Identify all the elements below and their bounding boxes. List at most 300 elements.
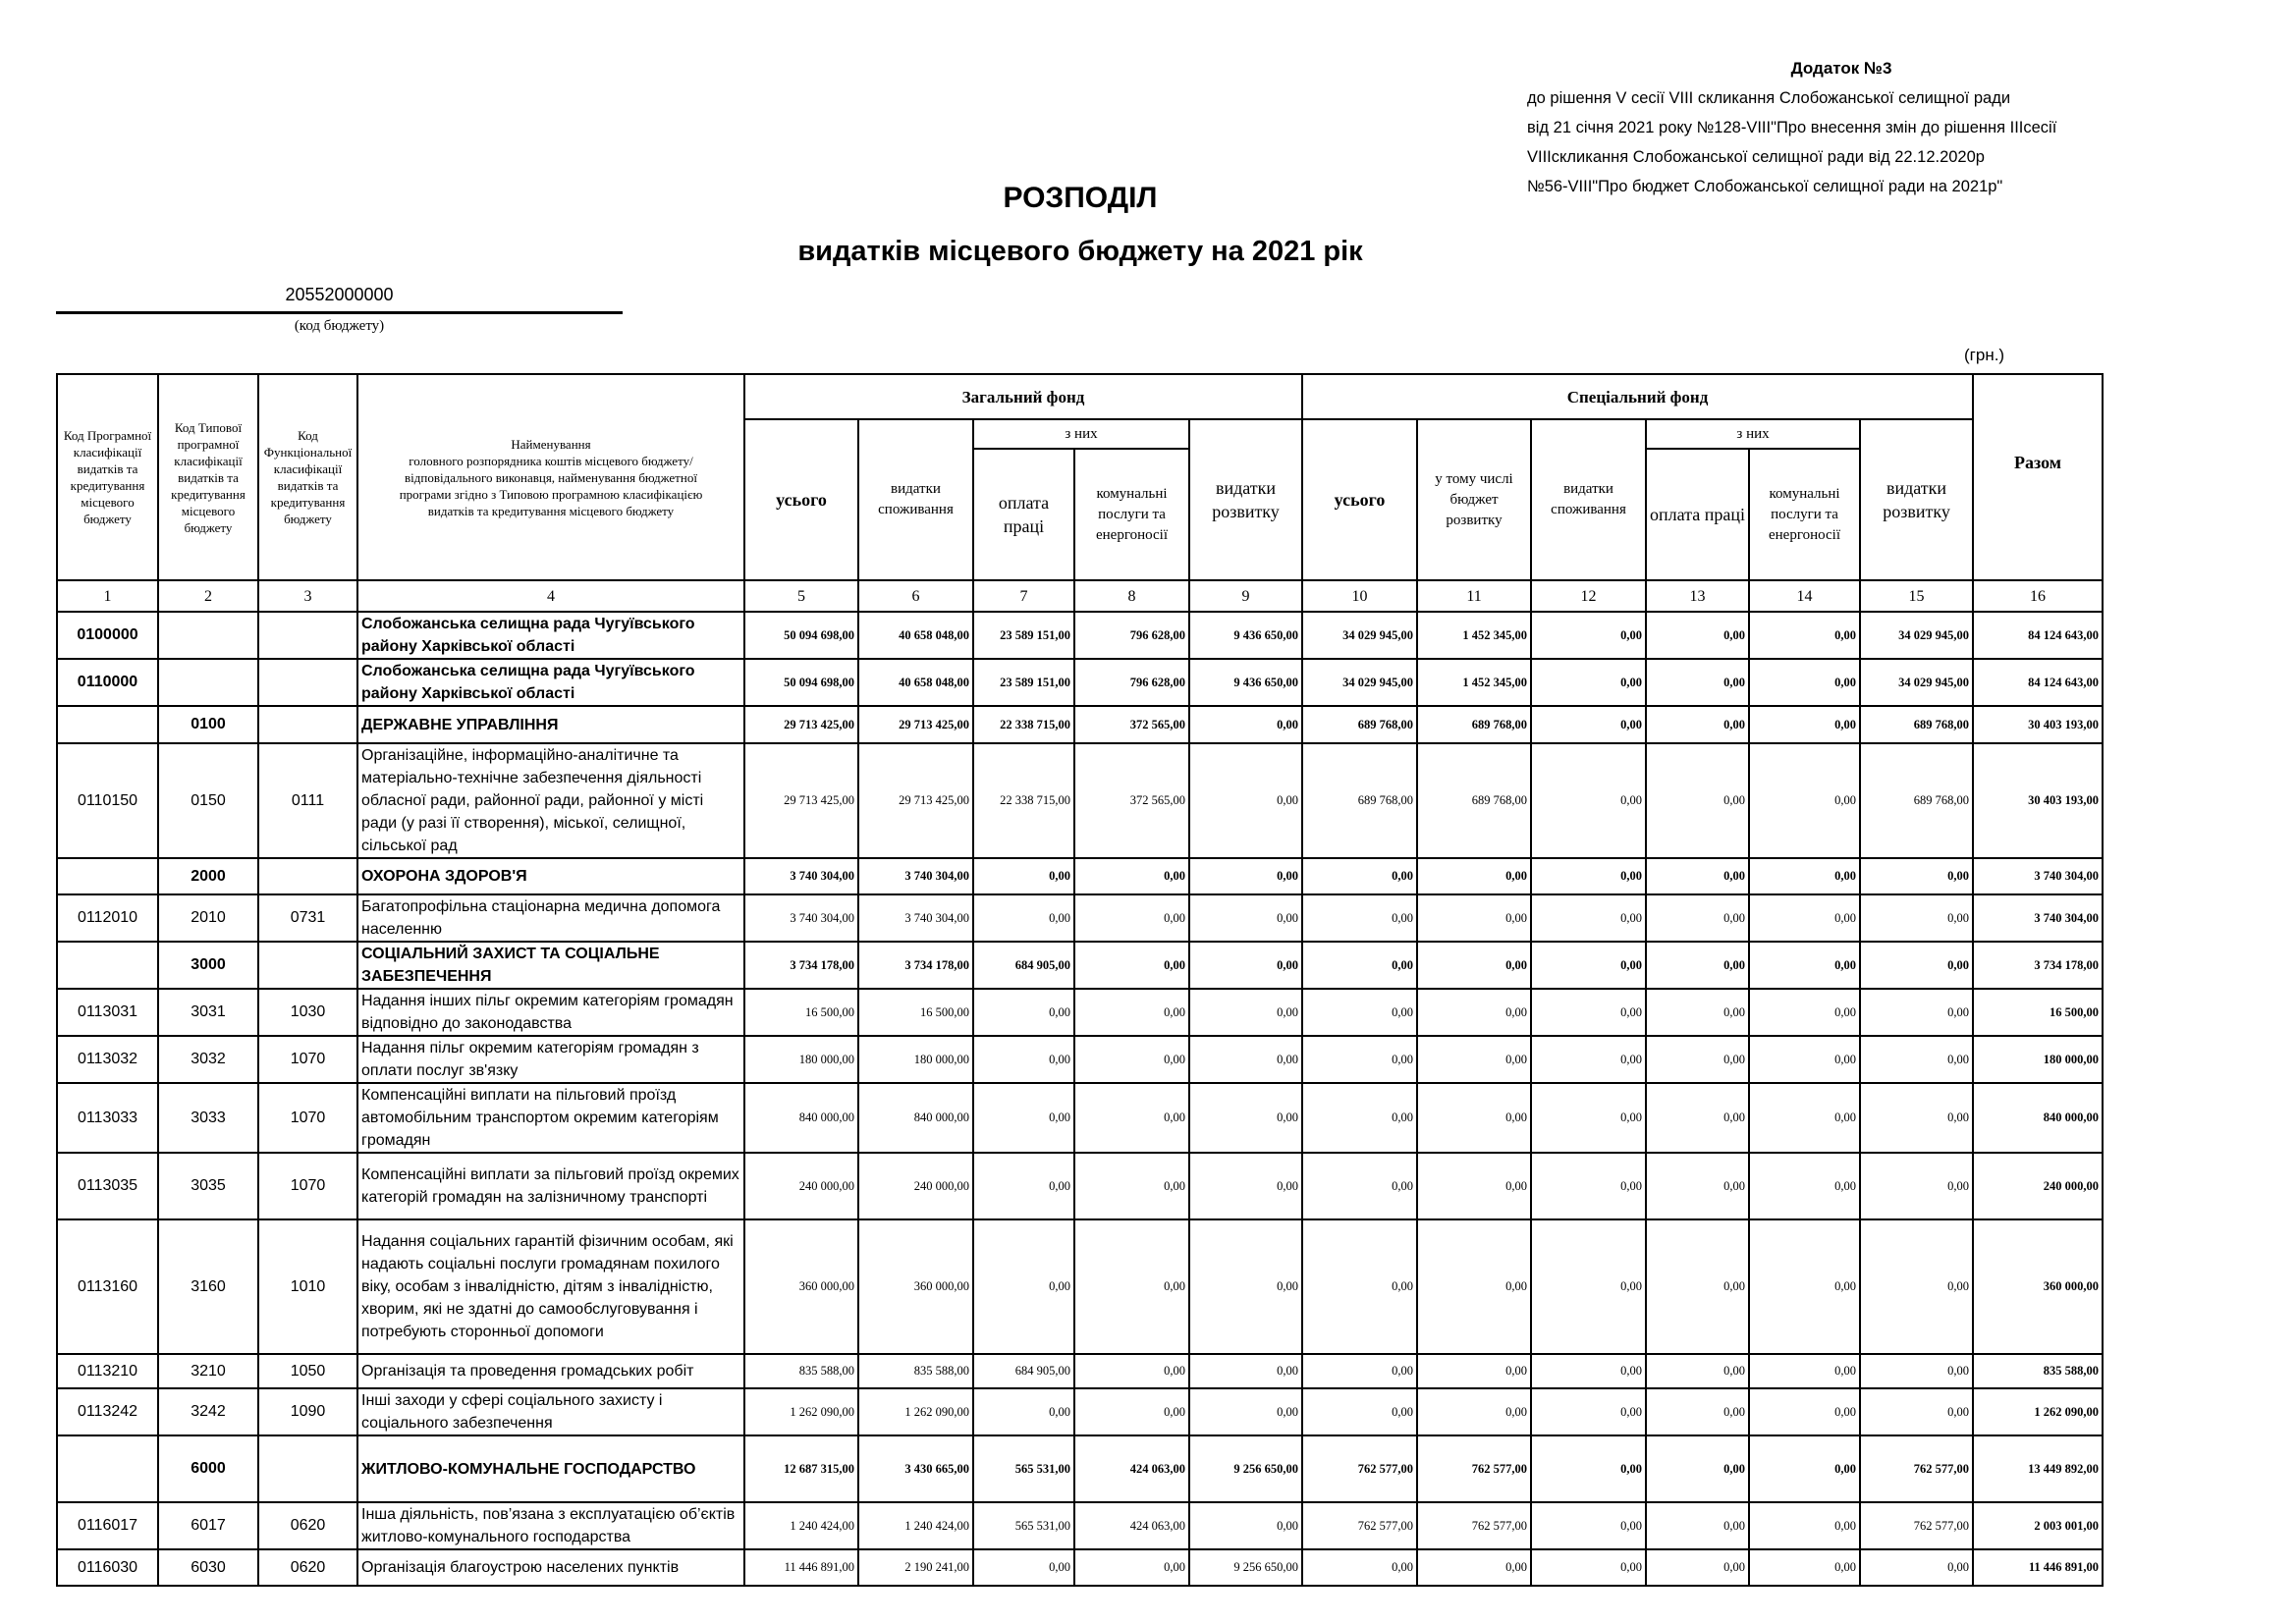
gf-utilities: 796 628,00 [1074, 659, 1189, 706]
typical-program-code: 3000 [158, 942, 258, 989]
sf-development: 762 577,00 [1860, 1502, 1973, 1549]
sf-total: 0,00 [1302, 858, 1417, 894]
functional-code [258, 858, 357, 894]
header-gf-wages: оплата праці [973, 449, 1074, 580]
table-row [57, 942, 2103, 989]
gf-development: 9 436 650,00 [1189, 612, 1302, 659]
program-name: ДЕРЖАВНЕ УПРАВЛІННЯ [357, 706, 744, 743]
gf-utilities: 372 565,00 [1074, 743, 1189, 858]
column-number: 14 [1749, 580, 1860, 612]
gf-total: 1 262 090,00 [744, 1388, 858, 1435]
header-typical-code: Код Типової програмної класифікації видатків та кредитування місцевого бюджету [158, 374, 258, 580]
gf-consumption: 40 658 048,00 [858, 612, 973, 659]
program-code [57, 1435, 158, 1502]
typical-program-code [158, 612, 258, 659]
column-number: 16 [1973, 580, 2103, 612]
functional-code: 0620 [258, 1549, 357, 1586]
functional-code: 1050 [258, 1354, 357, 1388]
gf-wages: 0,00 [973, 989, 1074, 1036]
program-code: 0116030 [57, 1549, 158, 1586]
program-name: Організація благоустрою населених пунктів [357, 1549, 744, 1586]
program-name: ОХОРОНА ЗДОРОВ'Я [357, 858, 744, 894]
sf-utilities: 0,00 [1749, 1219, 1860, 1354]
table-row [57, 894, 2103, 942]
gf-development: 0,00 [1189, 1388, 1302, 1435]
row-sum: 240 000,00 [1973, 1153, 2103, 1219]
gf-wages: 22 338 715,00 [973, 706, 1074, 743]
sf-consumption: 0,00 [1531, 894, 1646, 942]
table-row [57, 1502, 2103, 1549]
sf-development: 689 768,00 [1860, 706, 1973, 743]
gf-wages: 565 531,00 [973, 1502, 1074, 1549]
header-gf-consumption: видатки споживання [858, 419, 973, 580]
table-row [57, 659, 2103, 706]
header-sf-utilities: комунальні послуги та енергоносії [1749, 449, 1860, 580]
gf-utilities: 0,00 [1074, 1036, 1189, 1083]
sf-utilities: 0,00 [1749, 743, 1860, 858]
sf-wages: 0,00 [1646, 612, 1749, 659]
sf-wages: 0,00 [1646, 706, 1749, 743]
table-row [57, 743, 2103, 858]
typical-program-code: 6030 [158, 1549, 258, 1586]
column-number: 7 [973, 580, 1074, 612]
header-sf-consumption: видатки споживання [1531, 419, 1646, 580]
gf-consumption: 840 000,00 [858, 1083, 973, 1153]
program-code: 0116017 [57, 1502, 158, 1549]
gf-utilities: 796 628,00 [1074, 612, 1189, 659]
sf-development: 0,00 [1860, 1388, 1973, 1435]
sf-consumption: 0,00 [1531, 1502, 1646, 1549]
sf-wages: 0,00 [1646, 894, 1749, 942]
sf-incl-dev-budget: 0,00 [1417, 1219, 1531, 1354]
sf-utilities: 0,00 [1749, 1153, 1860, 1219]
gf-wages: 565 531,00 [973, 1435, 1074, 1502]
sf-incl-dev-budget: 1 452 345,00 [1417, 612, 1531, 659]
functional-code [258, 942, 357, 989]
sf-development: 0,00 [1860, 1036, 1973, 1083]
row-sum: 180 000,00 [1973, 1036, 2103, 1083]
sf-utilities: 0,00 [1749, 1435, 1860, 1502]
program-name: Компенсаційні виплати на пільговий проїзд автомобільним транспортом окремим категоріям громадян [357, 1083, 744, 1153]
program-code: 0100000 [57, 612, 158, 659]
sf-consumption: 0,00 [1531, 743, 1646, 858]
gf-consumption: 29 713 425,00 [858, 743, 973, 858]
document-title: РОЗПОДІЛ [1003, 182, 1158, 214]
gf-utilities: 0,00 [1074, 1388, 1189, 1435]
program-name: Слобожанська селищна рада Чугуївського району Харківської області [357, 612, 744, 659]
gf-consumption: 1 240 424,00 [858, 1502, 973, 1549]
sf-development: 0,00 [1860, 1153, 1973, 1219]
gf-consumption: 835 588,00 [858, 1354, 973, 1388]
gf-utilities: 0,00 [1074, 1549, 1189, 1586]
sf-consumption: 0,00 [1531, 1036, 1646, 1083]
sf-incl-dev-budget: 0,00 [1417, 894, 1531, 942]
gf-wages: 0,00 [973, 858, 1074, 894]
column-number: 15 [1860, 580, 1973, 612]
row-sum: 84 124 643,00 [1973, 659, 2103, 706]
sf-incl-dev-budget: 689 768,00 [1417, 743, 1531, 858]
header-functional-code: Код Функціональної класифікації видатків та кредитування бюджету [258, 374, 357, 580]
header-name-text: головного розпорядника коштів місцевого бюджету/ відповідального виконавця, найменування бюджетної програми згідно з Типовою програмною класифікацією видатків та кредитування місцевого бюджету [399, 453, 703, 518]
functional-code [258, 706, 357, 743]
sf-development: 0,00 [1860, 894, 1973, 942]
sf-development: 34 029 945,00 [1860, 659, 1973, 706]
gf-total: 360 000,00 [744, 1219, 858, 1354]
gf-development: 0,00 [1189, 1036, 1302, 1083]
row-sum: 84 124 643,00 [1973, 612, 2103, 659]
functional-code [258, 1435, 357, 1502]
table-row [57, 1083, 2103, 1153]
program-code: 0113210 [57, 1354, 158, 1388]
gf-consumption: 3 740 304,00 [858, 858, 973, 894]
program-code [57, 706, 158, 743]
sf-incl-dev-budget: 762 577,00 [1417, 1502, 1531, 1549]
program-name: ЖИТЛОВО-КОМУНАЛЬНЕ ГОСПОДАРСТВО [357, 1435, 744, 1502]
typical-program-code: 3160 [158, 1219, 258, 1354]
gf-development: 0,00 [1189, 1083, 1302, 1153]
sf-consumption: 0,00 [1531, 612, 1646, 659]
sf-incl-dev-budget: 0,00 [1417, 1388, 1531, 1435]
program-name: Багатопрофільна стаціонарна медична допомога населенню [357, 894, 744, 942]
header-special-fund: Спеціальний фонд [1302, 374, 1973, 419]
gf-consumption: 16 500,00 [858, 989, 973, 1036]
gf-total: 12 687 315,00 [744, 1435, 858, 1502]
sf-development: 0,00 [1860, 1083, 1973, 1153]
sf-consumption: 0,00 [1531, 1435, 1646, 1502]
gf-development: 0,00 [1189, 1219, 1302, 1354]
table-row [57, 1153, 2103, 1219]
sf-development: 0,00 [1860, 942, 1973, 989]
gf-development: 0,00 [1189, 942, 1302, 989]
sf-consumption: 0,00 [1531, 942, 1646, 989]
sf-total: 689 768,00 [1302, 706, 1417, 743]
column-numbers-row [57, 580, 2103, 612]
row-sum: 11 446 891,00 [1973, 1549, 2103, 1586]
sf-total: 0,00 [1302, 1354, 1417, 1388]
header-name [357, 374, 744, 580]
sf-total: 0,00 [1302, 942, 1417, 989]
gf-consumption: 40 658 048,00 [858, 659, 973, 706]
gf-wages: 0,00 [973, 1549, 1074, 1586]
typical-program-code: 0100 [158, 706, 258, 743]
gf-development: 0,00 [1189, 706, 1302, 743]
gf-consumption: 1 262 090,00 [858, 1388, 973, 1435]
sf-development: 0,00 [1860, 1354, 1973, 1388]
sf-utilities: 0,00 [1749, 942, 1860, 989]
program-code: 0113033 [57, 1083, 158, 1153]
gf-utilities: 0,00 [1074, 1153, 1189, 1219]
header-name-title: Найменування [511, 436, 591, 452]
gf-wages: 0,00 [973, 1219, 1074, 1354]
functional-code [258, 659, 357, 706]
typical-program-code: 3033 [158, 1083, 258, 1153]
sf-utilities: 0,00 [1749, 894, 1860, 942]
sf-consumption: 0,00 [1531, 1354, 1646, 1388]
annex-block [1527, 54, 2116, 201]
functional-code: 1070 [258, 1153, 357, 1219]
sf-wages: 0,00 [1646, 858, 1749, 894]
table-row [57, 1036, 2103, 1083]
typical-program-code: 3031 [158, 989, 258, 1036]
sf-wages: 0,00 [1646, 1388, 1749, 1435]
header-sf-total: усього [1302, 419, 1417, 580]
program-name: Надання інших пільг окремим категоріям громадян відповідно до законодавства [357, 989, 744, 1036]
annex-line: до рішення V сесії VIII скликання Слобожанської селищної ради [1527, 89, 2011, 107]
sf-utilities: 0,00 [1749, 612, 1860, 659]
gf-development: 0,00 [1189, 894, 1302, 942]
annex-line: VIIIскликання Слобожанської селищної ради від 22.12.2020р [1527, 148, 1985, 166]
table-row [57, 1435, 2103, 1502]
sf-development: 0,00 [1860, 1549, 1973, 1586]
gf-consumption: 2 190 241,00 [858, 1549, 973, 1586]
gf-wages: 22 338 715,00 [973, 743, 1074, 858]
sf-development: 0,00 [1860, 858, 1973, 894]
sf-consumption: 0,00 [1531, 1083, 1646, 1153]
program-name: Організаційне, інформаційно-аналітичне та матеріально-технічне забезпечення діяльності обласної ради, районної ради, районної у місті ради (у разі її створення), міської, селищної, сільської рад [357, 743, 744, 858]
sf-consumption: 0,00 [1531, 1549, 1646, 1586]
sf-total: 0,00 [1302, 1036, 1417, 1083]
header-general-fund: Загальний фонд [744, 374, 1302, 419]
functional-code: 0731 [258, 894, 357, 942]
gf-wages: 684 905,00 [973, 942, 1074, 989]
sf-utilities: 0,00 [1749, 659, 1860, 706]
program-code: 0113032 [57, 1036, 158, 1083]
column-number: 1 [57, 580, 158, 612]
header-sf-wages: оплата праці [1646, 449, 1749, 580]
row-sum: 13 449 892,00 [1973, 1435, 2103, 1502]
program-code: 0113035 [57, 1153, 158, 1219]
sf-wages: 0,00 [1646, 1354, 1749, 1388]
program-code: 0110150 [57, 743, 158, 858]
header-sum: Разом [1973, 374, 2103, 580]
functional-code: 1010 [258, 1219, 357, 1354]
sf-wages: 0,00 [1646, 659, 1749, 706]
sf-wages: 0,00 [1646, 989, 1749, 1036]
functional-code: 1030 [258, 989, 357, 1036]
sf-development: 689 768,00 [1860, 743, 1973, 858]
program-name: Організація та проведення громадських робіт [357, 1354, 744, 1388]
sf-development: 0,00 [1860, 989, 1973, 1036]
header-gf-utilities: комунальні послуги та енергоносії [1074, 449, 1189, 580]
gf-development: 0,00 [1189, 1153, 1302, 1219]
gf-wages: 0,00 [973, 1083, 1074, 1153]
header-gf-total: усього [744, 419, 858, 580]
program-name: Надання пільг окремим категоріям громадян з оплати послуг зв'язку [357, 1036, 744, 1083]
sf-total: 0,00 [1302, 1219, 1417, 1354]
sf-incl-dev-budget: 0,00 [1417, 1354, 1531, 1388]
gf-consumption: 29 713 425,00 [858, 706, 973, 743]
budget-code: 20552000000 [285, 285, 394, 304]
sf-incl-dev-budget: 0,00 [1417, 1036, 1531, 1083]
gf-utilities: 424 063,00 [1074, 1502, 1189, 1549]
annex-line: №56-VIII"Про бюджет Слобожанської селищної ради на 2021р" [1527, 178, 2003, 195]
gf-development: 0,00 [1189, 1354, 1302, 1388]
program-name: Слобожанська селищна рада Чугуївського району Харківської області [357, 659, 744, 706]
sf-incl-dev-budget: 762 577,00 [1417, 1435, 1531, 1502]
table-row [57, 1219, 2103, 1354]
sf-total: 0,00 [1302, 1549, 1417, 1586]
sf-wages: 0,00 [1646, 1219, 1749, 1354]
functional-code: 1070 [258, 1036, 357, 1083]
gf-total: 11 446 891,00 [744, 1549, 858, 1586]
row-sum: 30 403 193,00 [1973, 706, 2103, 743]
budget-code-caption: (код бюджету) [294, 318, 385, 334]
row-sum: 360 000,00 [1973, 1219, 2103, 1354]
program-code [57, 942, 158, 989]
column-number: 2 [158, 580, 258, 612]
column-number: 10 [1302, 580, 1417, 612]
gf-utilities: 0,00 [1074, 989, 1189, 1036]
gf-utilities: 0,00 [1074, 1354, 1189, 1388]
sf-utilities: 0,00 [1749, 1354, 1860, 1388]
gf-total: 3 734 178,00 [744, 942, 858, 989]
document-subtitle: видатків місцевого бюджету на 2021 рік [797, 236, 1363, 267]
budget-code-underline [56, 311, 623, 314]
typical-program-code: 2010 [158, 894, 258, 942]
row-sum: 30 403 193,00 [1973, 743, 2103, 858]
currency-label: (грн.) [1964, 346, 2005, 364]
sf-total: 0,00 [1302, 989, 1417, 1036]
gf-development: 0,00 [1189, 743, 1302, 858]
gf-total: 835 588,00 [744, 1354, 858, 1388]
sf-development: 34 029 945,00 [1860, 612, 1973, 659]
sf-utilities: 0,00 [1749, 1549, 1860, 1586]
row-sum: 3 734 178,00 [1973, 942, 2103, 989]
annex-line: від 21 січня 2021 року №128-VIII"Про внесення змін до рішення IIIсесії [1527, 119, 2057, 136]
row-sum: 16 500,00 [1973, 989, 2103, 1036]
sf-consumption: 0,00 [1531, 1153, 1646, 1219]
gf-total: 29 713 425,00 [744, 706, 858, 743]
gf-total: 240 000,00 [744, 1153, 858, 1219]
sf-total: 0,00 [1302, 894, 1417, 942]
table-row [57, 989, 2103, 1036]
table-row [57, 612, 2103, 659]
expenditure-table [56, 373, 2104, 1587]
gf-wages: 0,00 [973, 894, 1074, 942]
sf-consumption: 0,00 [1531, 858, 1646, 894]
row-sum: 3 740 304,00 [1973, 894, 2103, 942]
program-code: 0112010 [57, 894, 158, 942]
sf-total: 34 029 945,00 [1302, 612, 1417, 659]
typical-program-code: 0150 [158, 743, 258, 858]
sf-utilities: 0,00 [1749, 989, 1860, 1036]
row-sum: 1 262 090,00 [1973, 1388, 2103, 1435]
typical-program-code [158, 659, 258, 706]
gf-wages: 0,00 [973, 1153, 1074, 1219]
sf-total: 0,00 [1302, 1083, 1417, 1153]
program-name: СОЦІАЛЬНИЙ ЗАХИСТ ТА СОЦІАЛЬНЕ ЗАБЕЗПЕЧЕННЯ [357, 942, 744, 989]
row-sum: 840 000,00 [1973, 1083, 2103, 1153]
sf-wages: 0,00 [1646, 1153, 1749, 1219]
sf-utilities: 0,00 [1749, 1502, 1860, 1549]
column-number: 9 [1189, 580, 1302, 612]
gf-consumption: 3 430 665,00 [858, 1435, 973, 1502]
sf-incl-dev-budget: 0,00 [1417, 1153, 1531, 1219]
gf-consumption: 3 740 304,00 [858, 894, 973, 942]
gf-utilities: 0,00 [1074, 894, 1189, 942]
gf-wages: 23 589 151,00 [973, 659, 1074, 706]
typical-program-code: 3032 [158, 1036, 258, 1083]
sf-incl-dev-budget: 0,00 [1417, 989, 1531, 1036]
table-body [57, 612, 2103, 1586]
header-sf-development: видатки розвитку [1860, 419, 1973, 580]
gf-consumption: 3 734 178,00 [858, 942, 973, 989]
functional-code: 1070 [258, 1083, 357, 1153]
gf-total: 50 094 698,00 [744, 612, 858, 659]
gf-total: 3 740 304,00 [744, 894, 858, 942]
gf-development: 9 256 650,00 [1189, 1549, 1302, 1586]
row-sum: 2 003 001,00 [1973, 1502, 2103, 1549]
typical-program-code: 6017 [158, 1502, 258, 1549]
sf-utilities: 0,00 [1749, 1388, 1860, 1435]
header-sf-of-them: з них [1646, 419, 1860, 449]
gf-wages: 23 589 151,00 [973, 612, 1074, 659]
sf-wages: 0,00 [1646, 1502, 1749, 1549]
gf-utilities: 372 565,00 [1074, 706, 1189, 743]
gf-total: 1 240 424,00 [744, 1502, 858, 1549]
gf-consumption: 360 000,00 [858, 1219, 973, 1354]
sf-consumption: 0,00 [1531, 1219, 1646, 1354]
sf-wages: 0,00 [1646, 1083, 1749, 1153]
column-number: 3 [258, 580, 357, 612]
column-number: 4 [357, 580, 744, 612]
table-row [57, 858, 2103, 894]
sf-development: 0,00 [1860, 1219, 1973, 1354]
gf-wages: 684 905,00 [973, 1354, 1074, 1388]
gf-utilities: 0,00 [1074, 942, 1189, 989]
sf-consumption: 0,00 [1531, 1388, 1646, 1435]
table-row [57, 1549, 2103, 1586]
gf-development: 0,00 [1189, 989, 1302, 1036]
column-number: 6 [858, 580, 973, 612]
gf-utilities: 424 063,00 [1074, 1435, 1189, 1502]
row-sum: 3 740 304,00 [1973, 858, 2103, 894]
typical-program-code: 6000 [158, 1435, 258, 1502]
gf-wages: 0,00 [973, 1036, 1074, 1083]
gf-total: 840 000,00 [744, 1083, 858, 1153]
sf-incl-dev-budget: 0,00 [1417, 858, 1531, 894]
gf-total: 29 713 425,00 [744, 743, 858, 858]
sf-incl-dev-budget: 0,00 [1417, 942, 1531, 989]
sf-total: 0,00 [1302, 1388, 1417, 1435]
header-gf-of-them: з них [973, 419, 1189, 449]
sf-wages: 0,00 [1646, 1036, 1749, 1083]
gf-development: 9 436 650,00 [1189, 659, 1302, 706]
gf-total: 50 094 698,00 [744, 659, 858, 706]
row-sum: 835 588,00 [1973, 1354, 2103, 1388]
sf-incl-dev-budget: 0,00 [1417, 1083, 1531, 1153]
gf-total: 3 740 304,00 [744, 858, 858, 894]
gf-utilities: 0,00 [1074, 1219, 1189, 1354]
gf-utilities: 0,00 [1074, 858, 1189, 894]
sf-utilities: 0,00 [1749, 858, 1860, 894]
sf-total: 762 577,00 [1302, 1435, 1417, 1502]
sf-total: 0,00 [1302, 1153, 1417, 1219]
sf-wages: 0,00 [1646, 1435, 1749, 1502]
sf-development: 762 577,00 [1860, 1435, 1973, 1502]
header-gf-development: видатки розвитку [1189, 419, 1302, 580]
program-code: 0110000 [57, 659, 158, 706]
sf-consumption: 0,00 [1531, 989, 1646, 1036]
sf-total: 34 029 945,00 [1302, 659, 1417, 706]
sf-incl-dev-budget: 0,00 [1417, 1549, 1531, 1586]
gf-utilities: 0,00 [1074, 1083, 1189, 1153]
sf-wages: 0,00 [1646, 942, 1749, 989]
typical-program-code: 2000 [158, 858, 258, 894]
program-name: Інша діяльність, пов’язана з експлуатацією об’єктів житлово-комунального господарства [357, 1502, 744, 1549]
sf-total: 689 768,00 [1302, 743, 1417, 858]
typical-program-code: 3035 [158, 1153, 258, 1219]
